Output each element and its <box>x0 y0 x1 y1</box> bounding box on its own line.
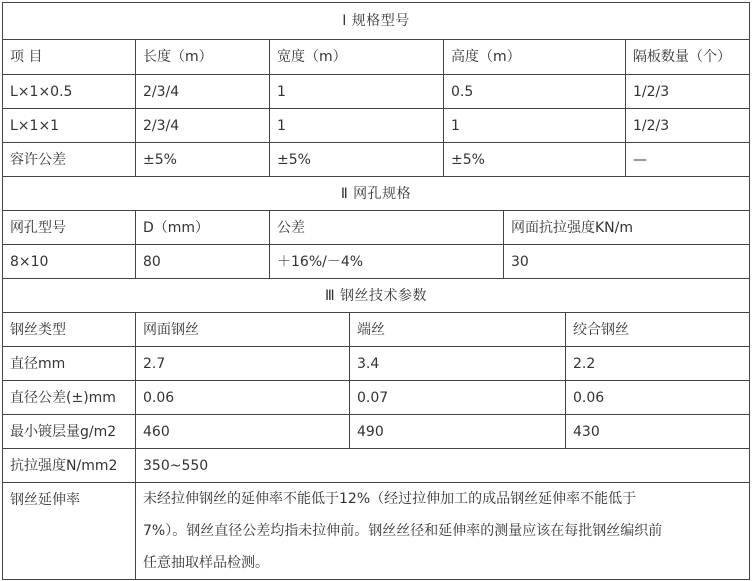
section-1-title: Ⅰ 规格型号 <box>342 13 410 29</box>
table-cell: 430 <box>573 423 600 440</box>
header-d: D（mm） <box>143 219 210 236</box>
table-cell: L×1×1 <box>10 117 60 134</box>
table-cell: ±5% <box>277 151 311 168</box>
header-wire-type: 钢丝类型 <box>10 321 66 338</box>
section-2-title: Ⅱ 网孔规格 <box>340 185 412 202</box>
table-cell: 1 <box>277 83 286 100</box>
table-cell: 8×10 <box>10 253 49 270</box>
table-cell: 2/3/4 <box>143 117 180 134</box>
table-cell: 直径mm <box>10 355 66 372</box>
table-cell: ＋16%/－4% <box>277 253 364 270</box>
table-cell: 2/3/4 <box>143 83 180 100</box>
table-cell: 0.06 <box>573 389 605 406</box>
table-cell: — <box>633 151 647 168</box>
table-cell: 2.2 <box>573 355 596 372</box>
table-cell: 0.07 <box>357 389 389 406</box>
table-cell: 1 <box>451 117 460 134</box>
table-cell: 最小镀层量g/m2 <box>10 423 117 440</box>
header-width: 宽度（m） <box>277 49 347 65</box>
tensile-value: 350~550 <box>143 457 209 474</box>
elongation-line-3: 任意抽取样品检测。 <box>143 555 269 571</box>
table-cell: L×1×0.5 <box>10 83 73 100</box>
table-cell: 30 <box>511 253 529 270</box>
table-cell: 1 <box>277 117 286 134</box>
table-cell: 1/2/3 <box>633 117 670 134</box>
table-cell: 直径公差(±)mm <box>10 389 116 406</box>
header-length: 长度（m） <box>143 49 213 65</box>
table-cell: 460 <box>143 423 170 440</box>
header-item: 项 目 <box>10 49 43 65</box>
elongation-line-2: 7%）。钢丝直径公差均指未拉伸前。钢丝丝径和延伸率的测量应该在每批钢丝编织前 <box>143 523 663 539</box>
table-cell: 0.5 <box>451 83 474 100</box>
header-partitions: 隔板数量（个） <box>633 49 731 65</box>
table-cell: 0.06 <box>143 389 175 406</box>
header-twisted-wire: 绞合钢丝 <box>573 321 629 338</box>
tensile-label: 抗拉强度N/mm2 <box>10 457 118 474</box>
table-cell: 1/2/3 <box>633 83 670 100</box>
header-mesh-type: 网孔型号 <box>10 219 66 236</box>
table-cell: 490 <box>357 423 384 440</box>
header-mesh-wire: 网面钢丝 <box>143 321 199 338</box>
table-cell: ±5% <box>451 151 485 168</box>
table-cell: 2.7 <box>143 355 166 372</box>
header-mesh-strength: 网面抗拉强度KN/m <box>511 219 634 236</box>
table-cell: 3.4 <box>357 355 380 372</box>
header-tolerance: 公差 <box>277 219 305 236</box>
table-cell: ±5% <box>143 151 177 168</box>
elongation-label: 钢丝延伸率 <box>10 492 80 508</box>
section-3-title: Ⅲ 钢丝技术参数 <box>324 287 428 304</box>
header-height: 高度（m） <box>451 49 521 65</box>
spec-table <box>2 2 750 580</box>
header-end-wire: 端丝 <box>357 321 385 338</box>
table-cell: 80 <box>143 253 161 270</box>
elongation-line-1: 未经拉伸钢丝的延伸率不能低于12%（经过拉伸加工的成品钢丝延伸率不能低于 <box>143 491 637 507</box>
table-cell: 容许公差 <box>10 151 66 168</box>
